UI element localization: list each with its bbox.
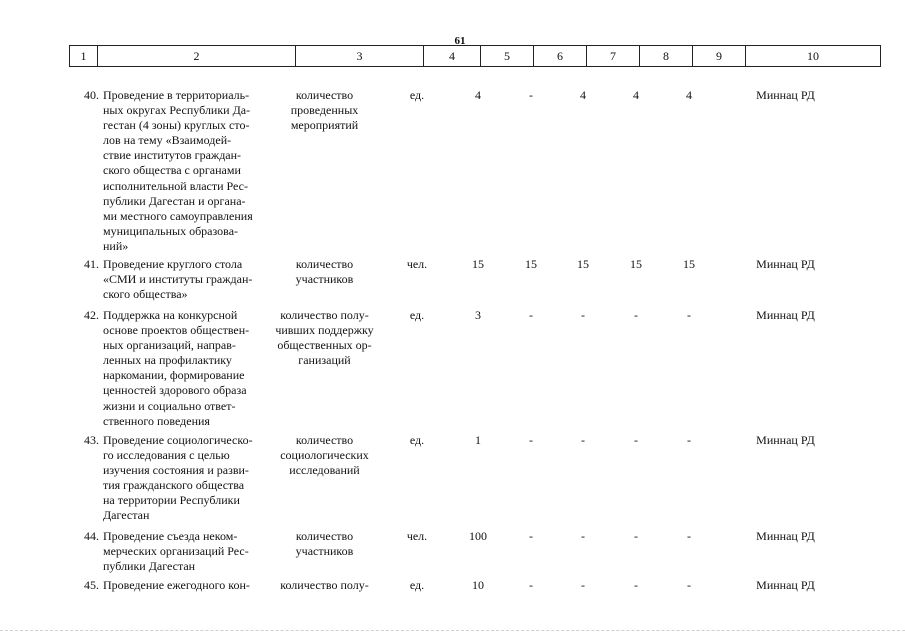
responsible: Миннац РД — [756, 578, 815, 592]
indicator: количество участников — [295, 257, 354, 287]
indicator: количество полу- чивших поддержку общественных ор- ганизаций — [275, 308, 374, 368]
value-col7: - — [581, 529, 585, 543]
row-number: 44. — [84, 529, 99, 543]
header-cell: 2 — [98, 46, 296, 67]
indicator: количество участников — [295, 529, 354, 559]
header-cell: 1 — [70, 46, 98, 67]
value-col8: 15 — [630, 257, 642, 271]
value-col8: 4 — [633, 88, 639, 102]
header-cell: 6 — [534, 46, 587, 67]
responsible: Миннац РД — [756, 88, 815, 102]
responsible: Миннац РД — [756, 433, 815, 447]
page-number: 61 — [454, 35, 466, 47]
value-col5: 10 — [472, 578, 484, 592]
row-number: 41. — [84, 257, 99, 271]
value-col5: 3 — [475, 308, 481, 322]
value-col5: 1 — [475, 433, 481, 447]
value-col6: - — [529, 308, 533, 322]
responsible: Миннац РД — [756, 257, 815, 271]
value-col5: 100 — [469, 529, 487, 543]
value-col9: - — [687, 529, 691, 543]
unit: ед. — [409, 578, 425, 592]
value-col9: - — [687, 308, 691, 322]
value-col7: - — [581, 308, 585, 322]
row-number: 43. — [84, 433, 99, 447]
activity-name: Проведение съезда неком- мерческих организаций Рес- публики Дагестан — [103, 529, 249, 574]
value-col6: - — [529, 529, 533, 543]
activity-name: Проведение социологическо- го исследования с целью изучения состояния и разви- тия гражданского общества на территории Республики Дагестан — [103, 433, 253, 523]
value-col8: - — [634, 308, 638, 322]
page-edge-divider — [0, 630, 905, 631]
activity-name: Поддержка на конкурсной основе проектов обществен- ных организаций, направ- ленных на профилактику наркомании, формирование ценностей здорового образа жизни и социально ответ- ственного поведения — [103, 308, 250, 428]
value-col6: - — [529, 88, 533, 102]
header-cell: 10 — [746, 46, 881, 67]
value-col5: 15 — [472, 257, 484, 271]
header-cell: 4 — [424, 46, 481, 67]
responsible: Миннац РД — [756, 308, 815, 322]
row-number: 45. — [84, 578, 99, 592]
header-cell: 5 — [481, 46, 534, 67]
value-col6: - — [529, 433, 533, 447]
value-col8: - — [634, 578, 638, 592]
unit: чел. — [406, 529, 428, 543]
unit: ед. — [409, 433, 425, 447]
indicator: количество полу- — [280, 578, 369, 592]
value-col9: 15 — [683, 257, 695, 271]
activity-name: Проведение ежегодного кон- — [103, 578, 250, 592]
responsible: Миннац РД — [756, 529, 815, 543]
value-col6: 15 — [525, 257, 537, 271]
activity-name: Проведение в территориаль- ных округах Республики Да- гестан (4 зоны) круглых сто- лов на тему «Взаимодей- ствие институтов граждан- ского общества с органами исполнительной власти Рес- публики Дагестан и органа- ми местного самоуправления муниципальных образова- ний» — [103, 88, 253, 253]
indicator: количество социологических исследований — [280, 433, 369, 478]
value-col6: - — [529, 578, 533, 592]
unit: ед. — [409, 308, 425, 322]
header-cell: 8 — [640, 46, 693, 67]
value-col7: - — [581, 433, 585, 447]
value-col5: 4 — [475, 88, 481, 102]
value-col9: 4 — [686, 88, 692, 102]
header-cell: 9 — [693, 46, 746, 67]
indicator: количество проведенных мероприятий — [290, 88, 359, 133]
value-col7: 4 — [580, 88, 586, 102]
value-col7: - — [581, 578, 585, 592]
unit: ед. — [409, 88, 425, 102]
unit: чел. — [406, 257, 428, 271]
activity-name: Проведение круглого стола «СМИ и институты граждан- ского общества» — [103, 257, 253, 302]
value-col8: - — [634, 433, 638, 447]
value-col9: - — [687, 578, 691, 592]
row-number: 42. — [84, 308, 99, 322]
row-number: 40. — [84, 88, 99, 102]
header-cell: 3 — [296, 46, 424, 67]
header-cell: 7 — [587, 46, 640, 67]
value-col7: 15 — [577, 257, 589, 271]
value-col8: - — [634, 529, 638, 543]
value-col9: - — [687, 433, 691, 447]
